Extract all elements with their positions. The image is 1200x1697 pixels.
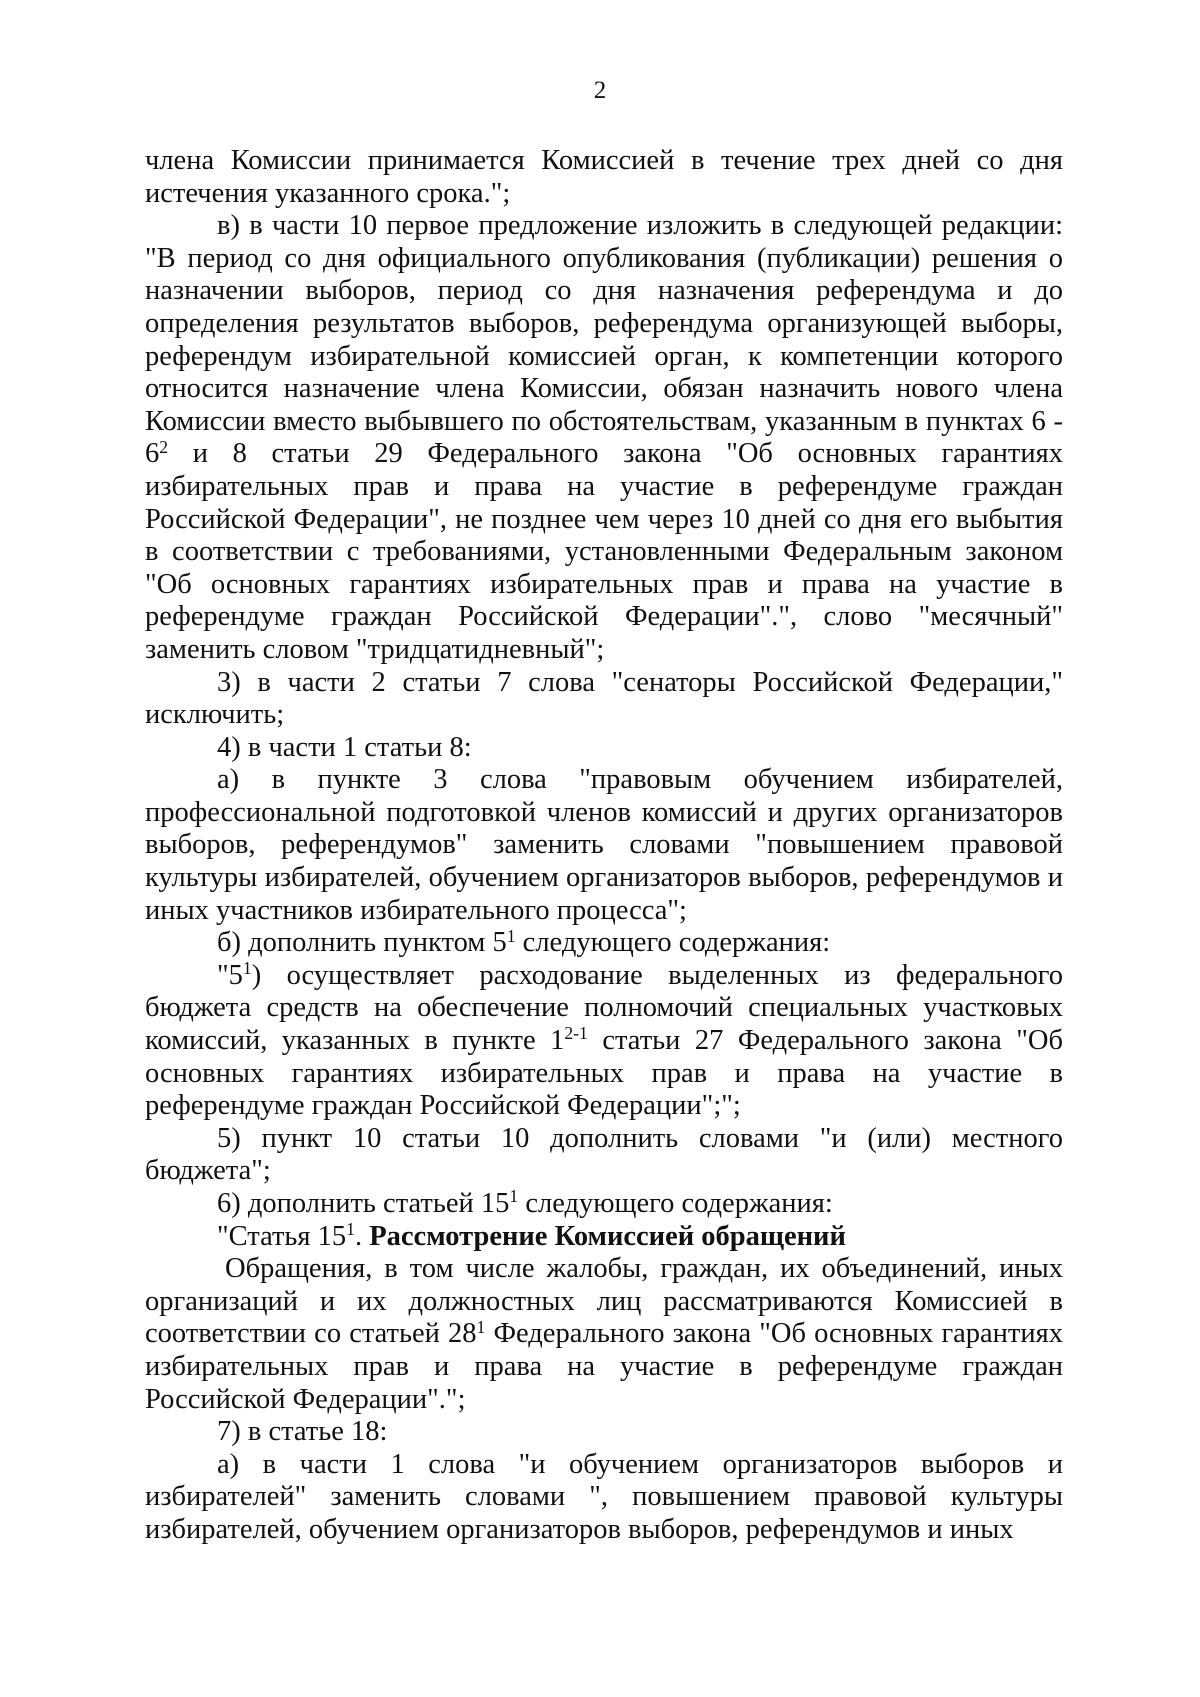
paragraph [145,1253,1063,1416]
paragraph-text: Федерального закона "Об основных гарантиях избирательных прав и права на участие в референдуме граждан Российской Федерации"."; [145,1318,1064,1415]
superscript-index: 1 [242,958,252,979]
paragraph-text: члена Комиссии принимается Комиссией в течение трех дней со дня истечения указанного срока."; [145,145,1063,209]
paragraph-text: 6) дополнить статьей 15 [217,1188,510,1219]
paragraph-text: в) в части 10 первое предложение изложить в следующей редакции: "В период со дня официального опубликования (публикации) решения о назначении выборов, период со дня назначения референдума и до определения результатов выборов, референдума организующей выборы, референдум избирательной комиссией орган, к компетенции которого относится назначение члена Комиссии, обязан назначить нового члена Комиссии вместо выбывшего по обстоятельствам, указанным в пунктах 6 - 6 [145,210,1063,470]
paragraph-text: а) в части 1 слова "и обучением организаторов выборов и избирателей" заменить словами ", повышением правовой культуры избирателей, обучением организаторов выборов, референдумов и иных [145,1448,1063,1545]
paragraph-text: б) дополнить пунктом 5 [217,927,507,959]
paragraph [145,1449,1063,1547]
paragraph-text: следующего содержания: [515,927,831,959]
paragraph-text: 7) в статье 18: [217,1416,388,1448]
paragraph [145,210,1063,666]
paragraph-text: Обращения, в том числе жалобы, граждан, их объединений, иных организаций и их должностных лиц рассматриваются Комиссией в соответствии со статьей 28 [145,1253,1063,1350]
superscript-index: 1 [506,925,516,946]
paragraph [145,1123,1063,1188]
paragraph-text: а) в пункте 3 слова "правовым обучением избирателей, профессиональной подготовкой членов комиссий и других организаторов выборов, референдумов" заменить словами "повышением правовой культуры избирателей, обучением организаторов выборов, референдумов и иных участников избирательного процесса"; [145,764,1063,926]
paragraph [145,732,1063,765]
paragraph [145,1218,1063,1254]
paragraph-text: и 8 статьи 29 Федерального закона "Об основных гарантиях избирательных прав и права на участие в референдуме граждан Российской Федерации", не позднее чем через 10 дней со дня его выбытия в соответствии с требованиями, установленными Федеральным законом "Об основных гарантиях избирательных прав и права на участие в референдуме граждан Российской Федерации".", слово "месячный" заменить словом "тридцатидневный"; [145,438,1063,665]
article-heading: Рассмотрение Комиссией обращений [369,1220,846,1252]
paragraph [145,927,1063,960]
paragraph-text: 3) в части 2 статьи 7 слова "сенаторы Российской Федерации," исключить; [145,666,1063,731]
superscript-index: 2 [159,436,169,457]
paragraph-text: ) осуществляет расходование выделенных из федерального бюджета средств на обеспечение полномочий специальных участковых комиссий, указанных в пункте 1 [145,959,1063,1057]
paragraph-text: "5 [217,959,243,991]
paragraph [145,960,1063,1123]
paragraph [145,1188,1063,1221]
document-body [145,145,1063,1547]
paragraph-text: . [355,1220,370,1252]
paragraph-text: "Статья 15 [217,1220,347,1252]
paragraph-text: 5) пункт 10 статьи 10 дополнить словами "и (или) местного бюджета"; [145,1122,1063,1187]
paragraph-text: 4) в части 1 статьи 8: [217,731,472,763]
paragraph [145,1416,1063,1449]
superscript-index: 2-1 [564,1023,588,1044]
superscript-index: 1 [509,1186,519,1207]
paragraph [145,667,1063,732]
paragraph-text: статьи 27 Федерального закона "Об основных гарантиях избирательных прав и права на участие в референдуме граждан Российской Федерации";"; [145,1025,1063,1122]
superscript-index: 1 [346,1218,355,1239]
paragraph-text: следующего содержания: [518,1188,833,1219]
superscript-index: 1 [476,1316,486,1337]
paragraph [145,145,1063,210]
paragraph [145,764,1063,927]
page-number: 2 [593,77,607,104]
